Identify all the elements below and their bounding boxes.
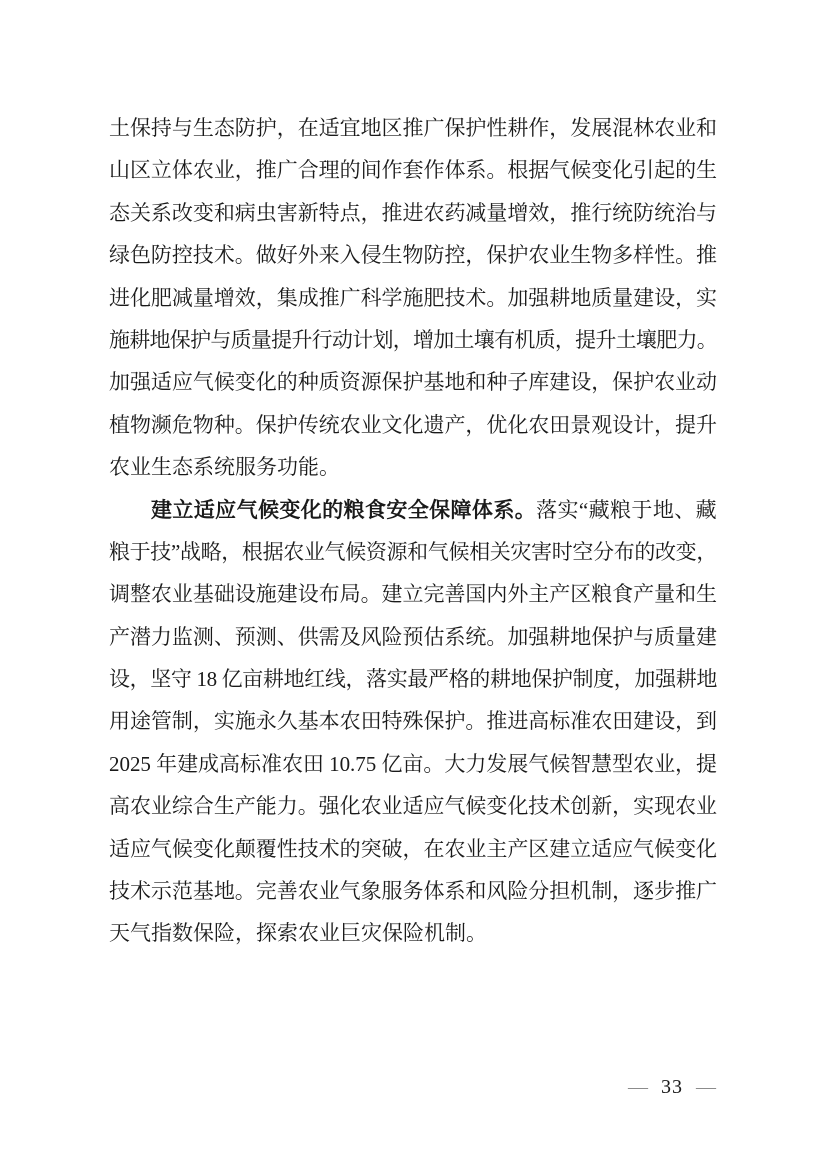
paragraph-text: 农业生态系统服务功能。 xyxy=(109,455,340,480)
line-text xyxy=(109,201,717,225)
line-text xyxy=(109,286,717,310)
line-text xyxy=(109,455,340,479)
line-text xyxy=(109,921,487,945)
paragraph-2-line-4 xyxy=(109,616,717,658)
paragraph-text: 植物濒危物种。保护传统农业文化遗产，优化农田景观设计，提升 xyxy=(109,412,717,437)
paragraph-lead-bold: 建立适应气候变化的粮食安全保障体系。 xyxy=(151,498,537,522)
paragraph-1-line-3 xyxy=(109,192,717,234)
page-number-dash-left: — xyxy=(628,1076,648,1098)
paragraph-text: 2025 年建成高标准农田 10.75 亿亩。大力发展气候智慧型农业，提 xyxy=(109,751,717,776)
paragraph-text: 土保持与生态防护，在适宜地区推广保护性耕作，发展混林农业和 xyxy=(109,116,717,140)
paragraph-text: 产潜力监测、预测、供需及风险预估系统。加强耕地保护与质量建 xyxy=(109,624,717,649)
paragraph-1-line-6 xyxy=(109,319,717,361)
line-text xyxy=(109,328,717,352)
paragraph-1-line-1 xyxy=(109,107,717,149)
paragraph-2-line-3 xyxy=(109,573,717,615)
paragraph-2-line-6 xyxy=(109,700,717,742)
paragraph-text: 高农业综合生产能力。强化农业适应气候变化技术创新，实现农业 xyxy=(109,794,717,819)
line-text xyxy=(109,837,717,861)
paragraph-text: 天气指数保险，探索农业巨灾保险机制。 xyxy=(109,921,487,946)
paragraph-text: 绿色防控技术。做好外来入侵生物防控，保护农业生物多样性。推 xyxy=(109,243,717,268)
paragraph-2-line-10 xyxy=(109,870,717,912)
line-text xyxy=(109,582,717,606)
line-text xyxy=(109,158,717,182)
paragraph-text: 技术示范基地。完善农业气象服务体系和风险分担机制，逐步推广 xyxy=(109,879,717,904)
line-text xyxy=(109,540,717,564)
line-text xyxy=(109,794,717,818)
paragraph-1-line-7 xyxy=(109,361,717,403)
paragraph-text: 粮于技”战略，根据农业气候资源和气候相关灾害时空分布的改变， xyxy=(109,539,717,564)
paragraph-text: 态关系改变和病虫害新特点，推进农药减量增效，推行统防统治与 xyxy=(109,200,717,225)
paragraph-2-line-2 xyxy=(109,531,717,573)
paragraph-2-line-1 xyxy=(109,489,717,531)
paragraph-2-line-5 xyxy=(109,658,717,700)
paragraph-text: 加强适应气候变化的种质资源保护基地和种子库建设，保护农业动 xyxy=(109,370,717,395)
line-text xyxy=(109,116,717,140)
paragraph-text: 调整农业基础设施建设布局。建立完善国内外主产区粮食产量和生 xyxy=(109,582,717,607)
paragraph-1-line-8 xyxy=(109,404,717,446)
paragraph-1-line-4 xyxy=(109,234,717,276)
paragraph-1-line-9 xyxy=(109,446,717,488)
paragraph-text: 用途管制，实施永久基本农田特殊保护。推进高标准农田建设，到 xyxy=(109,709,717,734)
line-text xyxy=(109,370,717,394)
paragraph-2-line-7 xyxy=(109,743,717,785)
paragraph-2-line-8 xyxy=(109,785,717,827)
paragraph-2-line-9 xyxy=(109,828,717,870)
line-text xyxy=(109,413,717,437)
paragraph-text: 设，坚守 18 亿亩耕地红线，落实最严格的耕地保护制度，加强耕地 xyxy=(109,667,717,692)
text-block xyxy=(109,107,717,955)
page-number-dash-right: — xyxy=(696,1076,716,1098)
paragraph-2-line-11 xyxy=(109,912,717,954)
line-text xyxy=(109,625,717,649)
line-text xyxy=(109,667,717,691)
line-text xyxy=(109,709,717,733)
paragraph-1-line-5 xyxy=(109,277,717,319)
paragraph-text: 落实“藏粮于地、藏 xyxy=(536,497,718,522)
line-text xyxy=(151,498,717,522)
paragraph-text: 进化肥减量增效，集成推广科学施肥技术。加强耕地质量建设，实 xyxy=(109,285,717,310)
line-text xyxy=(109,752,717,776)
page-number xyxy=(628,1075,716,1099)
paragraph-1-line-2 xyxy=(109,149,717,191)
paragraph-text: 施耕地保护与质量提升行动计划，增加土壤有机质，提升土壤肥力。 xyxy=(109,327,717,352)
paragraph-text: 山区立体农业，推广合理的间作套作体系。根据气候变化引起的生 xyxy=(109,158,717,183)
line-text xyxy=(109,243,717,267)
line-text xyxy=(109,879,717,903)
page-number-value: 33 xyxy=(661,1076,683,1098)
paragraph-text: 适应气候变化颠覆性技术的突破，在农业主产区建立适应气候变化 xyxy=(109,836,717,861)
